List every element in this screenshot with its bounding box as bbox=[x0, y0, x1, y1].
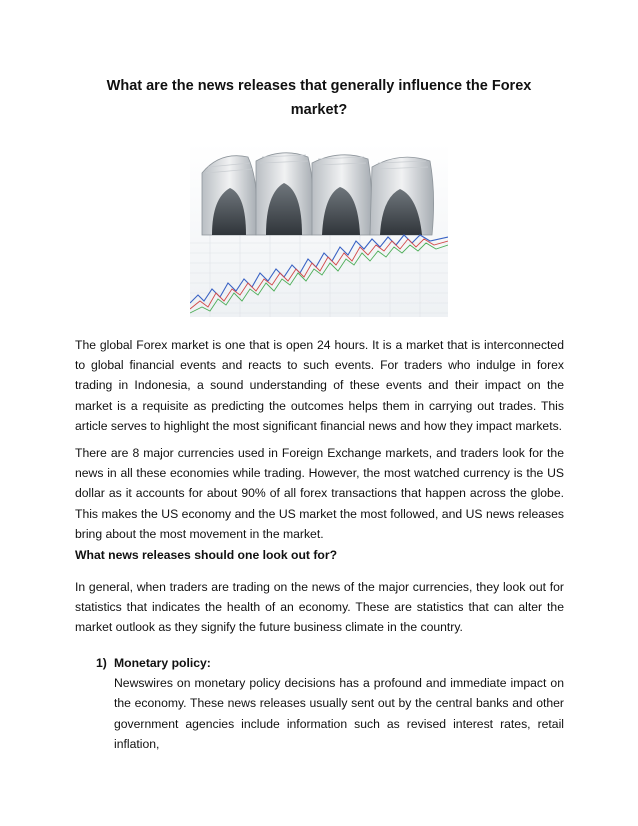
list-item-number: 1) bbox=[96, 656, 107, 670]
list-item bbox=[96, 653, 564, 754]
section-heading: What news releases should one look out for? bbox=[75, 548, 338, 562]
list-item-heading bbox=[96, 653, 564, 673]
section-intro-paragraph: In general, when traders are trading on the news of the major currencies, they look out for statistics that indicates the health of an economy. These are statistics that can alter the market outlook as they signify the future business climate in the country. bbox=[75, 580, 564, 635]
newspapers-chart-image bbox=[190, 143, 448, 317]
list-item-title: Monetary policy: bbox=[114, 656, 211, 670]
list-item-body: Newswires on monetary policy decisions has a profound and immediate impact on the economy. These news releases usually sent out by the central banks and other government agencies include information such as revised interest rates, retail inflation, bbox=[114, 676, 564, 751]
page-title: What are the news releases that generally influence the Forex market? bbox=[106, 78, 532, 118]
currencies-paragraph: There are 8 major currencies used in Foreign Exchange markets, and traders look for the news in all these economies while trading. However, the most watched currency is the US dollar as it accounts for about 90% of all forex transactions that happen across the globe. This makes the US economy and the US market the most followed, and US news releases bring about the most movement in the market. bbox=[75, 446, 564, 541]
intro-paragraph: The global Forex market is one that is open 24 hours. It is a market that is interconnected to global financial events and reacts to such events. For traders who indulge in forex trading in Indonesia, a sound understanding of these events and their impact on the market is a requisite as predicting the outcomes helps them in carrying out trades. This article serves to highlight the most significant financial news and how they impact markets. bbox=[75, 338, 564, 433]
